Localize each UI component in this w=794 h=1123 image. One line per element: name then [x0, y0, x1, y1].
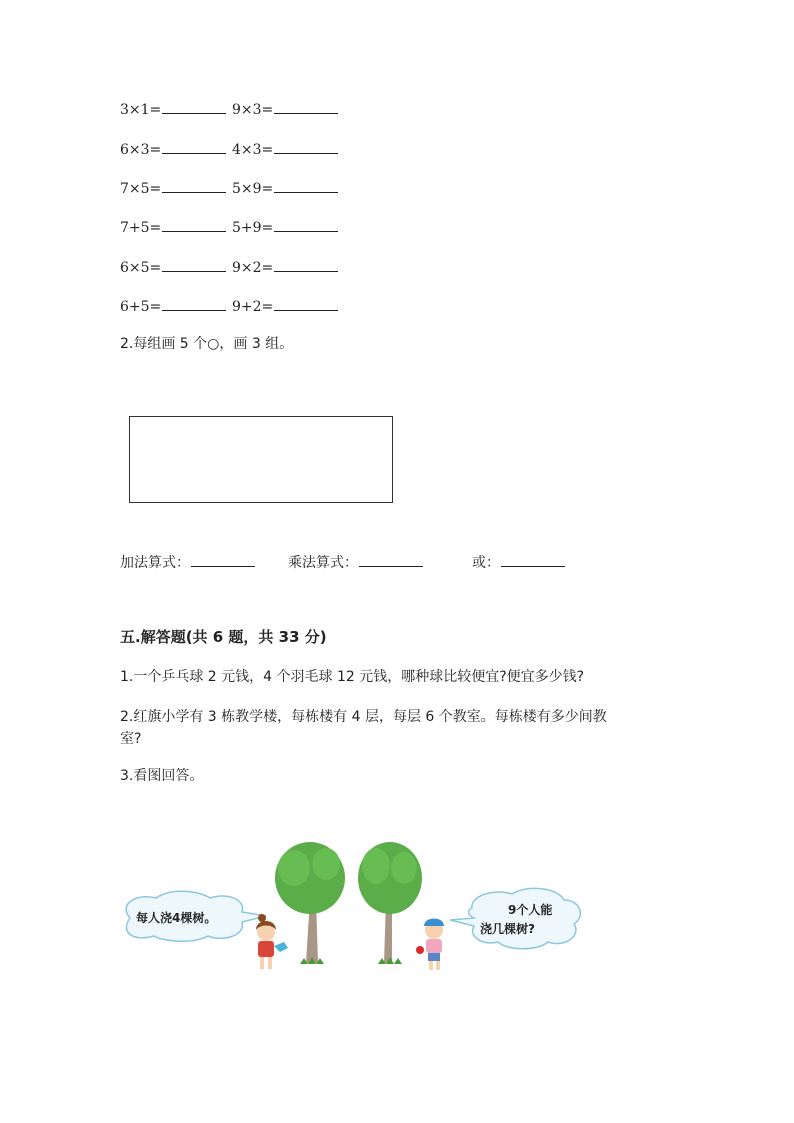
equation-text: 5+9=: [232, 220, 274, 236]
answer-blank[interactable]: [274, 257, 338, 272]
equation-text: 9×2=: [232, 260, 274, 276]
left-speech-bubble: [126, 891, 266, 941]
answer-blank[interactable]: [162, 217, 226, 232]
equation-text: 4×3=: [232, 142, 274, 158]
addition-answer-blank[interactable]: [191, 552, 255, 567]
section-5-question-1: 1.一个乒乓球 2 元钱，4 个羽毛球 12 元钱，哪种球比较便宜?便宜多少钱?: [120, 669, 585, 685]
answer-blank[interactable]: [162, 99, 226, 114]
equation-text: 6×3=: [120, 142, 162, 158]
right-equation: [232, 99, 338, 118]
equation-text: 7×5=: [120, 181, 162, 197]
section-5-question-3: 3.看图回答。: [120, 768, 204, 784]
addition-formula: [120, 552, 255, 572]
right-bubble-text-line-2: 浇几棵树?: [480, 922, 535, 936]
equation-text: 9+2=: [232, 299, 274, 315]
left-equation: [120, 99, 226, 118]
or-answer-blank[interactable]: [501, 552, 565, 567]
answer-blank[interactable]: [274, 296, 338, 311]
equation-text: 5×9=: [232, 181, 274, 197]
answer-blank[interactable]: [162, 257, 226, 272]
multiplication-label: 乘法算式：: [288, 555, 358, 571]
answer-blank[interactable]: [162, 139, 226, 154]
answer-blank[interactable]: [162, 296, 226, 311]
equation-text: 3×1=: [120, 102, 162, 118]
alternative-formula: [472, 552, 565, 572]
or-label: 或：: [472, 555, 500, 571]
left-bubble-text: 每人浇4棵树。: [136, 911, 217, 925]
right-equation: [232, 296, 338, 315]
multiplication-formula: [288, 552, 423, 572]
right-equation: [232, 257, 338, 276]
section-5-question-2-line-2: 室?: [120, 731, 142, 747]
right-speech-bubble: [450, 888, 580, 948]
left-equation: [120, 217, 226, 236]
multiplication-answer-blank[interactable]: [359, 552, 423, 567]
equation-text: 6×5=: [120, 260, 162, 276]
left-equation: [120, 139, 226, 158]
section-5-question-2-line-1: 2.红旗小学有 3 栋教学楼，每栋楼有 4 层，每层 6 个教室。每栋楼有多少间教: [120, 709, 607, 725]
answer-blank[interactable]: [274, 178, 338, 193]
answer-blank[interactable]: [274, 99, 338, 114]
girl-with-watering-can: [256, 914, 288, 969]
equation-text: 7+5=: [120, 220, 162, 236]
right-equation: [232, 178, 338, 197]
addition-label: 加法算式：: [120, 555, 190, 571]
section-5-title: 五.解答题(共 6 题，共 33 分): [120, 628, 327, 646]
left-equation: [120, 257, 226, 276]
equation-text: 6+5=: [120, 299, 162, 315]
answer-blank[interactable]: [274, 217, 338, 232]
left-equation: [120, 178, 226, 197]
right-equation: [232, 217, 338, 236]
tree-right: [358, 842, 422, 964]
trees-illustration: [118, 838, 588, 978]
drawing-answer-box[interactable]: [129, 416, 393, 503]
answer-blank[interactable]: [162, 178, 226, 193]
boy-with-watering-can: [416, 919, 444, 971]
right-equation: [232, 139, 338, 158]
right-bubble-text-line-1: 9个人能: [508, 903, 553, 917]
left-equation: [120, 296, 226, 315]
equation-text: 9×3=: [232, 102, 274, 118]
answer-blank[interactable]: [274, 139, 338, 154]
question-2-text: 2.每组画 5 个○，画 3 组。: [120, 336, 294, 352]
